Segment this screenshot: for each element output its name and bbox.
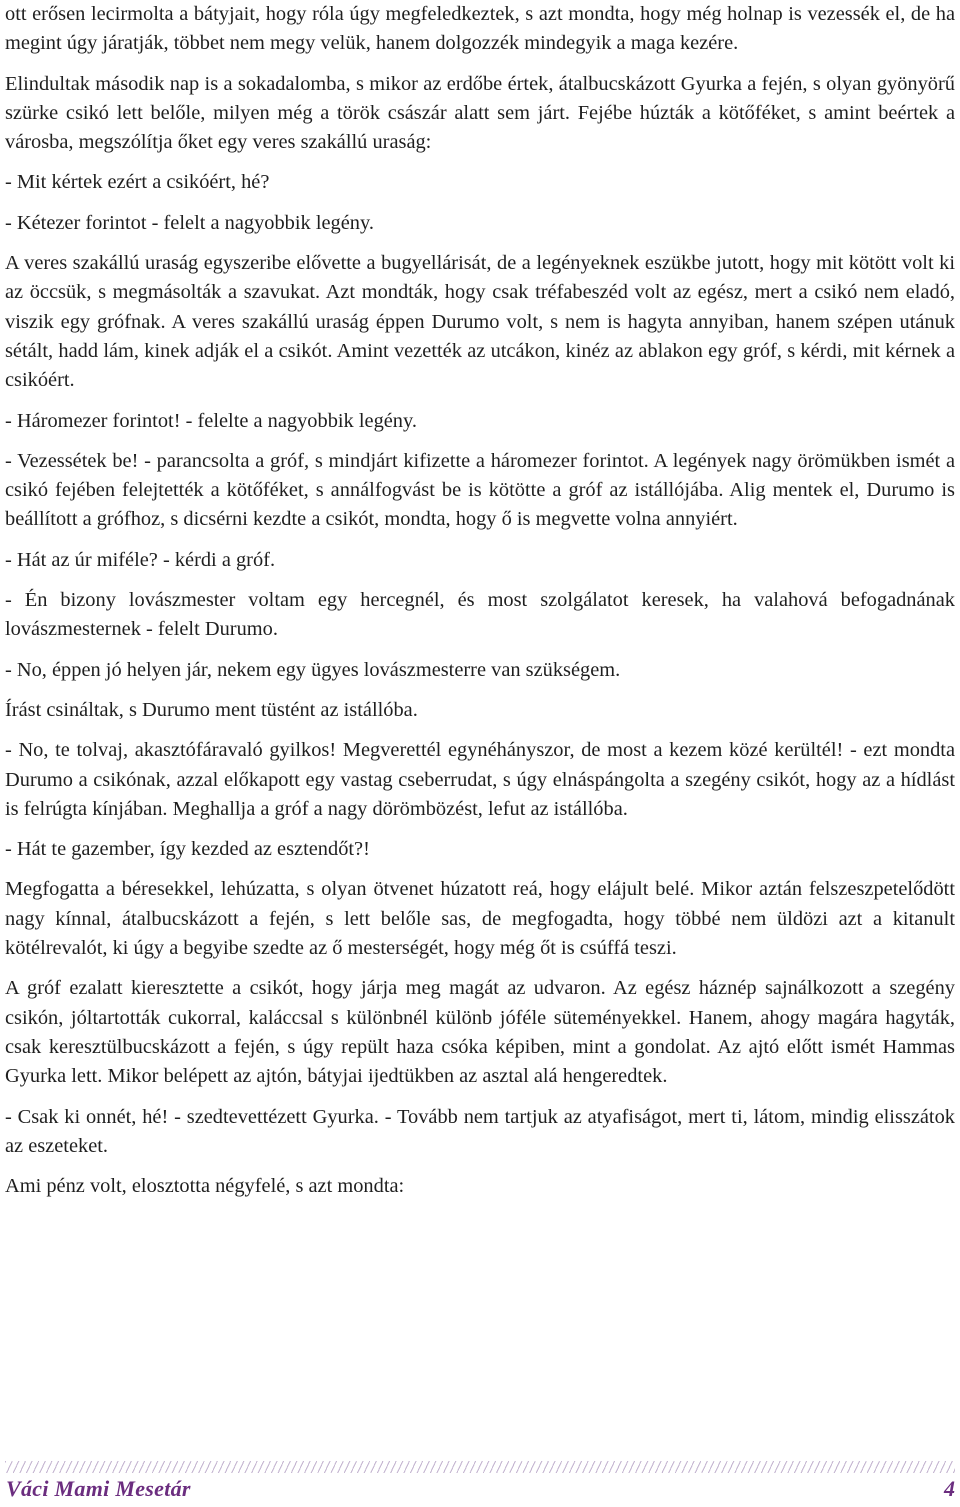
paragraph: A veres szakállú uraság egyszeribe elővette a bugyellárisát, de a legényeknek eszükbe jutott, hogy mit kötött volt ki az öccsük, s megmásolták a szavukat. Azt mondták, hogy csak tréfabeszéd volt az egész, mert a csikó nem eladó, viszik egy grófnak. A veres szakállú uraság éppen Durumo volt, s nem is hagyta annyiban, hanem szépen utánuk sétált, hadd lám, kinek adják el a csikót. Amint vezették az utcákon, kinéz az ablakon egy gróf, s kérdi, mit kérnek a csikóért. bbox=[5, 252, 955, 392]
paragraph: A gróf ezalatt kieresztette a csikót, hogy járja meg magát az udvaron. Az egész háznép sajnálkozott a szegény csikón, jóltartották cukorral, kaláccsal s különbnél különb jóféle süteményekkel. Hanem, ahogy magára hagyták, csak keresztülbucskázott a fején, s úgy repült haza csóka képiben, mint a gondolat. Az ajtó előtt ismét Hammas Gyurka lett. Mikor belépett az ajtón, bátyjai ijedtükben az asztal alá hengeredtek. bbox=[5, 977, 955, 1088]
paragraph: - No, te tolvaj, akasztófáravaló gyilkos! Megverettél egynéhányszor, de most a kezem közé kerültél! - ezt mondta Durumo a csikónak, azzal előkapott egy vastag cseberrudat, s úgy elnáspángolta a szegény csikót, hogy az a hídlást is felrúgta kínjában. Meghallja a gróf a nagy dörömbözést, lefut az istállóba. bbox=[5, 739, 955, 820]
paragraph: - Mit kértek ezért a csikóért, hé? bbox=[5, 171, 270, 194]
paragraph: Ami pénz volt, elosztotta négyfelé, s azt mondta: bbox=[5, 1175, 405, 1198]
paragraph: - Kétezer forintot - felelt a nagyobbik legény. bbox=[5, 211, 374, 234]
paragraph: Írást csináltak, s Durumo ment tüstént az istállóba. bbox=[5, 698, 418, 721]
paragraph: - Én bizony lovászmester voltam egy hercegnél, és most szolgálatot keresek, ha valahová befogadnának lovászmesternek - felelt Durumo. bbox=[5, 589, 955, 641]
page-number: 4 bbox=[944, 1476, 955, 1501]
paragraph: - Csak ki onnét, hé! - szedtevettézett Gyurka. - Tovább nem tartjuk az atyafiságot, mert ti, látom, mindig elisszátok az eszeteket. bbox=[5, 1105, 955, 1157]
footer-divider bbox=[5, 1461, 955, 1473]
paragraph: - Vezessétek be! - parancsolta a gróf, s mindjárt kifizette a háromezer forintot. A legények nagy örömükben ismét a csikó fejében felejtették a kötőféket, s annálfogvást be is kötötte a gróf az istállójába. Alig mentek el, Durumo is beállított a grófhoz, s dicsérni kezdte a csikót, mondta, hogy ő is megvette volna annyiért. bbox=[5, 449, 955, 531]
paragraph: - No, éppen jó helyen jár, nekem egy ügyes lovászmesterre van szükségem. bbox=[5, 658, 621, 681]
page-footer bbox=[0, 1458, 960, 1507]
paragraph: - Hát az úr miféle? - kérdi a gróf. bbox=[5, 548, 276, 571]
paragraph: ott erősen lecirmolta a bátyjait, hogy róla úgy megfeledkeztek, s azt mondta, hogy még holnap is vezessék el, de ha megint úgy járatják, többet nem megy velük, hanem dolgozzék mindegyik a maga kezére. bbox=[5, 3, 955, 55]
paragraph: Megfogatta a béresekkel, lehúzatta, s olyan ötvenet húzatott reá, hogy elájult belé. Mikor aztán felszeszpetelődött nagy kínnal, átalbucskázott a fején, s lett belőle sas, de megfogadta, hogy többé nem üldözi azt a kitanult kötélrevalót, ki úgy a begyibe szedte az ő mesterségét, hogy még őt is csúffá teszi. bbox=[5, 878, 955, 960]
paragraph: - Hát te gazember, így kezded az esztendőt?! bbox=[5, 838, 370, 861]
document-body bbox=[5, 0, 955, 1201]
paragraph: - Háromezer forintot! - felelte a nagyobbik legény. bbox=[5, 409, 417, 432]
paragraph: Elindultak második nap is a sokadalomba, s mikor az erdőbe értek, átalbucskázott Gyurka a fején, s olyan gyönyörű szürke csikó lett belőle, milyen még a török császár alatt sem járt. Fejébe húzták a kötőféket, s amint beértek a városba, megszólítja őket egy veres szakállú uraság: bbox=[5, 72, 955, 154]
footer-title: Váci Mami Mesetár bbox=[6, 1476, 191, 1501]
